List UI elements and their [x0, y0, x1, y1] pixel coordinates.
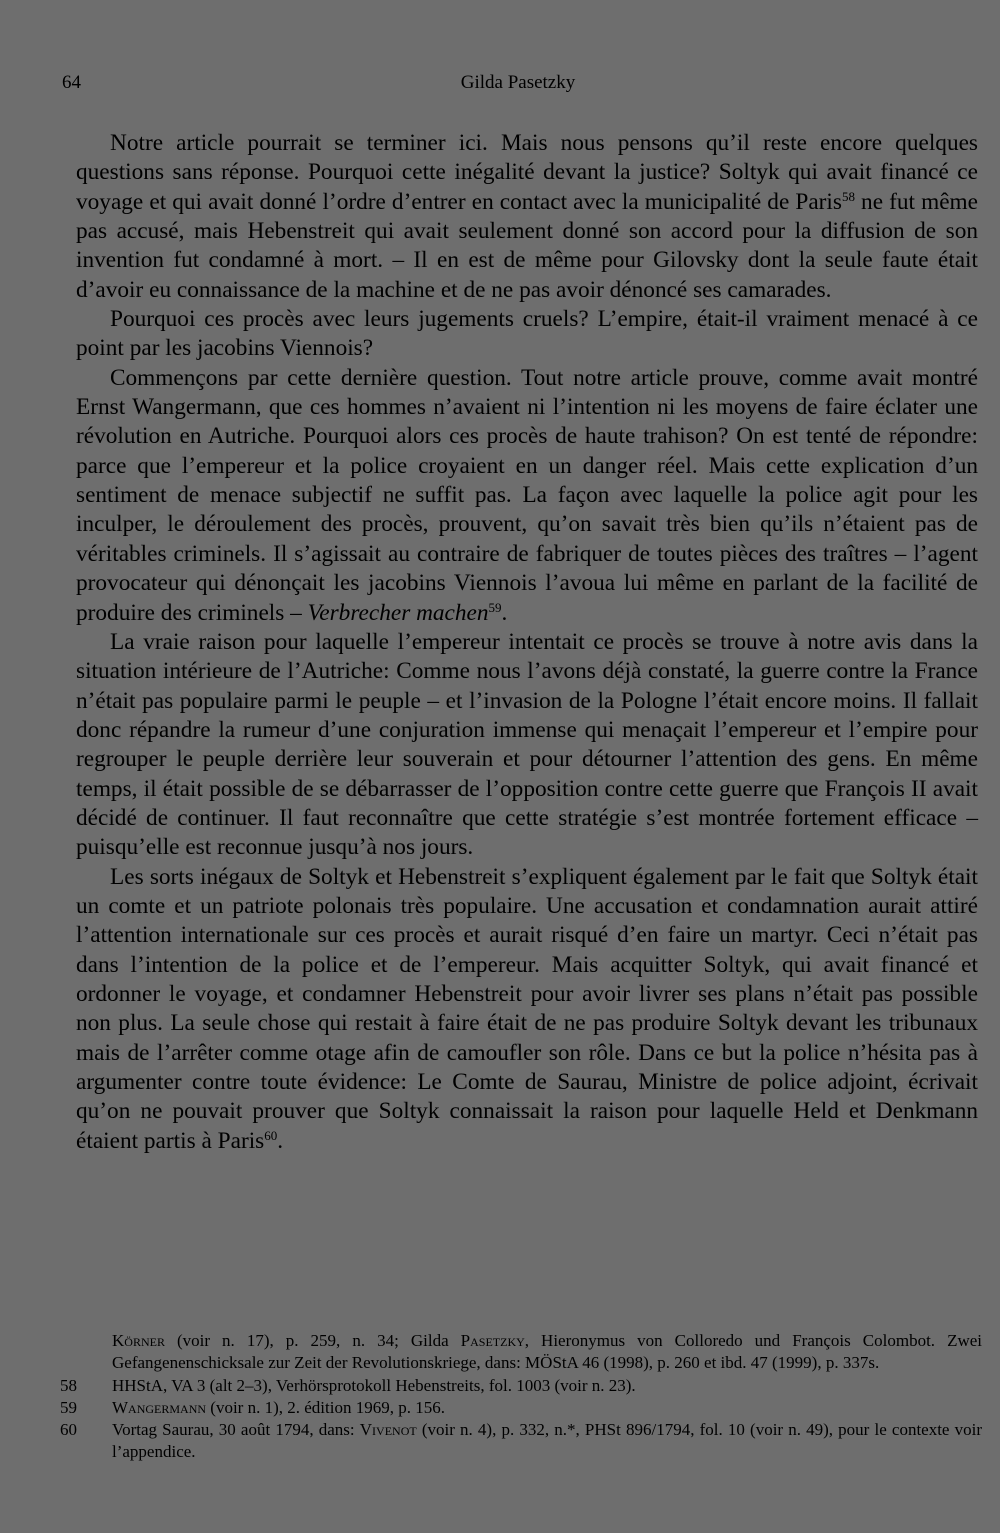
footnote: 59 Wangermann (voir n. 1), 2. édition 1969, p. 156. — [76, 1397, 982, 1419]
footnote-ref: 60 — [264, 1127, 278, 1143]
paragraph: La vraie raison pour laquelle l’empereur intentait ce procès se trouve à notre avis dans la situation intérieure de l’Autriche: Comme nous l’avons déjà constaté, la guerre contre la France n’était pas populaire parmi le peuple – et l’invasion de la Pologne l’était encore moins. Il fallait donc répandre la rumeur d’une conjuration immense qui menaçait l’empereur et l’empire pour regrouper le peuple derrière leur souverain et pour détourner l’attention des gens. En même temps, il était possible de se débarrasser de l’opposition contre cette guerre que François II avait décidé de continuer. Il faut reconnaître que cette stratégie s’est montrée fortement efficace – puisqu’elle est reconnue jusqu’à nos jours. — [76, 628, 978, 861]
footnote-ref: 58 — [841, 188, 855, 204]
footnote-ref: 59 — [488, 599, 502, 615]
page-header — [62, 72, 974, 102]
page-number: 64 — [62, 72, 81, 93]
paragraph: Commençons par cette dernière question. Tout notre article prouve, comme avait montré Ernst Wangermann, que ces hommes n’avaient ni l’intention ni les moyens de faire éclater une révolution en Autriche. Pourquoi alors ces procès de haute trahison? On est tenté de répondre: parce que l’empereur et la police croyaient en un danger réel. Mais cette explication d’un sentiment de menace subjectif ne suffit pas. La façon avec laquelle la police agit pour les inculper, le déroulement des procès, prouvent, qu’on savait très bien qu’ils n’étaient pas de véritables criminels. Il s’agissait au contraire de fabriquer de toutes pièces des traîtres – l’agent provocateur qui dénonçait les jacobins Viennois l’avoua lui même en parlant de la facilité de produire des criminels – Verbrecher machen$^{59}$. — [76, 364, 978, 626]
italic-phrase: Verbrecher machen — [307, 599, 489, 626]
footnotes — [60, 1330, 983, 1464]
footnote-number: 60 — [60, 1420, 77, 1440]
footnote-continuation: Körner (voir n. 17), p. 259, n. 34; Gilda Pasetzky, Hieronymus von Colloredo und François Colombot. Zwei Gefangenenschicksale zur Zeit der Revolutionskriege, dans: MÖStA 46 (1998), p. 260 et ibd. 47 (1999), p. 337s. — [112, 1331, 982, 1373]
footnote: 60 Vortag Saurau, 30 août 1794, dans: Vivenot (voir n. 4), p. 332, n.*, PHSt 896/1794, fol. 10 (voir n. 49), pour le contexte voir l’appendice. — [60, 1420, 983, 1462]
footnote: 58 HHStA, VA 3 (alt 2–3), Verhörsprotokoll Hebenstreits, fol. 1003 (voir n. 23). — [76, 1375, 982, 1397]
footnote-number: 59 — [60, 1397, 77, 1417]
paragraph: Les sorts inégaux de Soltyk et Hebenstreit s’expliquent également par le fait que Soltyk était un comte et un patriote polonais très populaire. Une accusation et condamnation aurait attiré l’attention internationale sur ces procès et aurait risqué d’en faire un martyr. Ceci n’était pas dans l’intention de la police et de l’empereur. Mais acquitter Soltyk, qui avait financé et ordonner le voyage, et condamner Hebenstreit pour avoir livrer ses plans n’était pas possible non plus. La seule chose qui restait à faire était de ne pas produire Soltyk devant les tribunaux mais de l’arrêter comme otage afin de camoufler son rôle. Dans ce but la police n’hésita pas à argumenter contre toute évidence: Le Comte de Saurau, Ministre de police adjoint, écrivait qu’on ne pouvait prouver que Soltyk connaissait la raison pour laquelle Held et Denkmann étaient partis à Paris$^{60}$. — [76, 863, 978, 1154]
paragraph: Pourquoi ces procès avec leurs jugements cruels? L’empire, était-il vraiment menacé à ce point par les jacobins Viennois? — [76, 306, 978, 362]
body-text — [76, 129, 978, 1156]
footnote-number: 58 — [60, 1375, 77, 1395]
running-head: Gilda Pasetzky — [460, 72, 576, 93]
paragraph: Notre article pourrait se terminer ici. Mais nous pensons qu’il reste encore quelques questions sans réponse. Pourquoi cette inégalité devant la justice? Soltyk qui avait financé ce voyage et qui avait donné l’ordre d’entrer en contact avec la municipalité de Paris$^{58}$ ne fut même pas accusé, mais Hebenstreit qui avait seulement donné son accord pour la diffusion de son invention fut condamné à mort. – Il en est de même pour Gilovsky dont la seule faute était d’avoir eu connaissance de la machine et de ne pas avoir dénoncé ses camarades. — [76, 130, 978, 303]
